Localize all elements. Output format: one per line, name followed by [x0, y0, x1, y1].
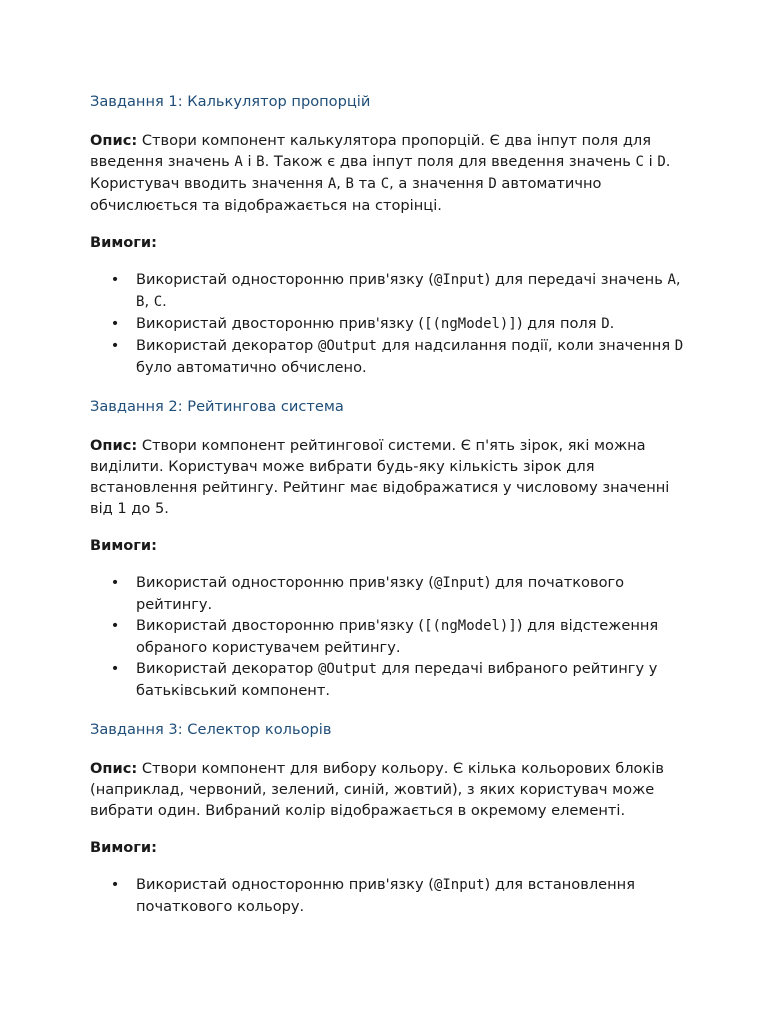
code-token: A	[667, 272, 676, 288]
bullet-icon: •	[110, 337, 120, 354]
requirement-item	[90, 269, 690, 313]
code-token: D	[488, 176, 497, 192]
description-label: Опис:	[90, 437, 138, 454]
code-token: B	[345, 176, 354, 192]
code-token: A	[234, 154, 243, 170]
bullet-icon: •	[110, 617, 120, 634]
requirement-item	[90, 615, 690, 658]
code-token: D	[674, 338, 684, 354]
bullet-icon: •	[110, 574, 120, 591]
code-token: @Output	[317, 661, 377, 677]
task-section-1	[90, 91, 690, 378]
code-token: B	[256, 154, 265, 170]
requirement-item	[90, 335, 690, 378]
code-token: @Input	[433, 272, 485, 288]
code-token: @Input	[433, 575, 485, 591]
requirement-text: Використай односторонню прив'язку (@Input) для початкового рейтингу.	[136, 574, 625, 613]
task-heading: Завдання 2: Рейтингова система	[90, 398, 344, 415]
task-description	[90, 758, 690, 821]
code-token: @Output	[317, 338, 377, 354]
description-text: Створи компонент рейтингової системи. Є п'ять зірок, які можна виділити. Користувач може вибрати будь-яку кількість зірок для встановлення рейтингу. Рейтинг має відображатися у числовому значенні від 1 до 5.	[90, 437, 670, 517]
task-description	[90, 130, 690, 216]
bullet-icon: •	[110, 271, 120, 288]
task-heading: Завдання 1: Калькулятор пропорцій	[90, 93, 371, 110]
requirement-text: Використай двосторонню прив'язку ([(ngModel)]) для поля D.	[136, 315, 615, 332]
requirement-text: Використай декоратор @Output для надсилання події, коли значення D було автоматично обчислено.	[136, 337, 684, 376]
code-token: B	[136, 294, 145, 310]
bullet-icon: •	[110, 660, 120, 677]
requirements-list	[90, 572, 690, 701]
description-text: Створи компонент для вибору кольору. Є кілька кольорових блоків (наприклад, червоний, зелений, синій, жовтий), з яких користувач може вибрати один. Вибраний колір відображається в окремому елементі.	[90, 760, 664, 819]
code-token: C	[380, 176, 390, 192]
requirements-heading: Вимоги:	[90, 839, 157, 856]
bullet-icon: •	[110, 876, 120, 893]
requirement-text: Використай двосторонню прив'язку ([(ngModel)]) для відстеження обраного користувачем рейтингу.	[136, 617, 659, 656]
code-token: [(ngModel)]	[424, 618, 517, 634]
bullet-icon: •	[110, 315, 120, 332]
task-section-2	[90, 396, 690, 701]
requirements-list	[90, 874, 690, 917]
description-text: Створи компонент калькулятора пропорцій. Є два інпут поля для введення значень A і B. Також є два інпут поля для введення значень C і D. Користувач вводить значення A, B та C, а значення D автоматично обчислюється та відображається на сторінці.	[90, 132, 671, 214]
requirement-text: Використай односторонню прив'язку (@Input) для встановлення початкового кольору.	[136, 876, 636, 915]
task-heading: Завдання 3: Селектор кольорів	[90, 721, 332, 738]
requirements-list	[90, 269, 690, 378]
code-token: C	[635, 154, 644, 170]
description-label: Опис:	[90, 760, 138, 777]
task-description	[90, 435, 690, 519]
requirement-item	[90, 874, 690, 917]
requirements-heading: Вимоги:	[90, 537, 157, 554]
code-token: A	[327, 176, 337, 192]
document-page	[90, 91, 690, 935]
code-token: C	[153, 294, 163, 310]
requirements-heading: Вимоги:	[90, 234, 157, 251]
description-label: Опис:	[90, 132, 138, 149]
code-token: D	[601, 316, 610, 332]
code-token: D	[657, 154, 666, 170]
task-section-3	[90, 719, 690, 917]
requirement-text: Використай односторонню прив'язку (@Input) для передачі значень A, B, C.	[136, 271, 681, 310]
requirement-text: Використай декоратор @Output для передачі вибраного рейтингу у батьківський компонент.	[136, 660, 658, 699]
code-token: @Input	[433, 877, 485, 893]
requirement-item	[90, 658, 690, 701]
code-token: [(ngModel)]	[424, 316, 517, 332]
requirement-item	[90, 313, 690, 335]
requirement-item	[90, 572, 690, 615]
